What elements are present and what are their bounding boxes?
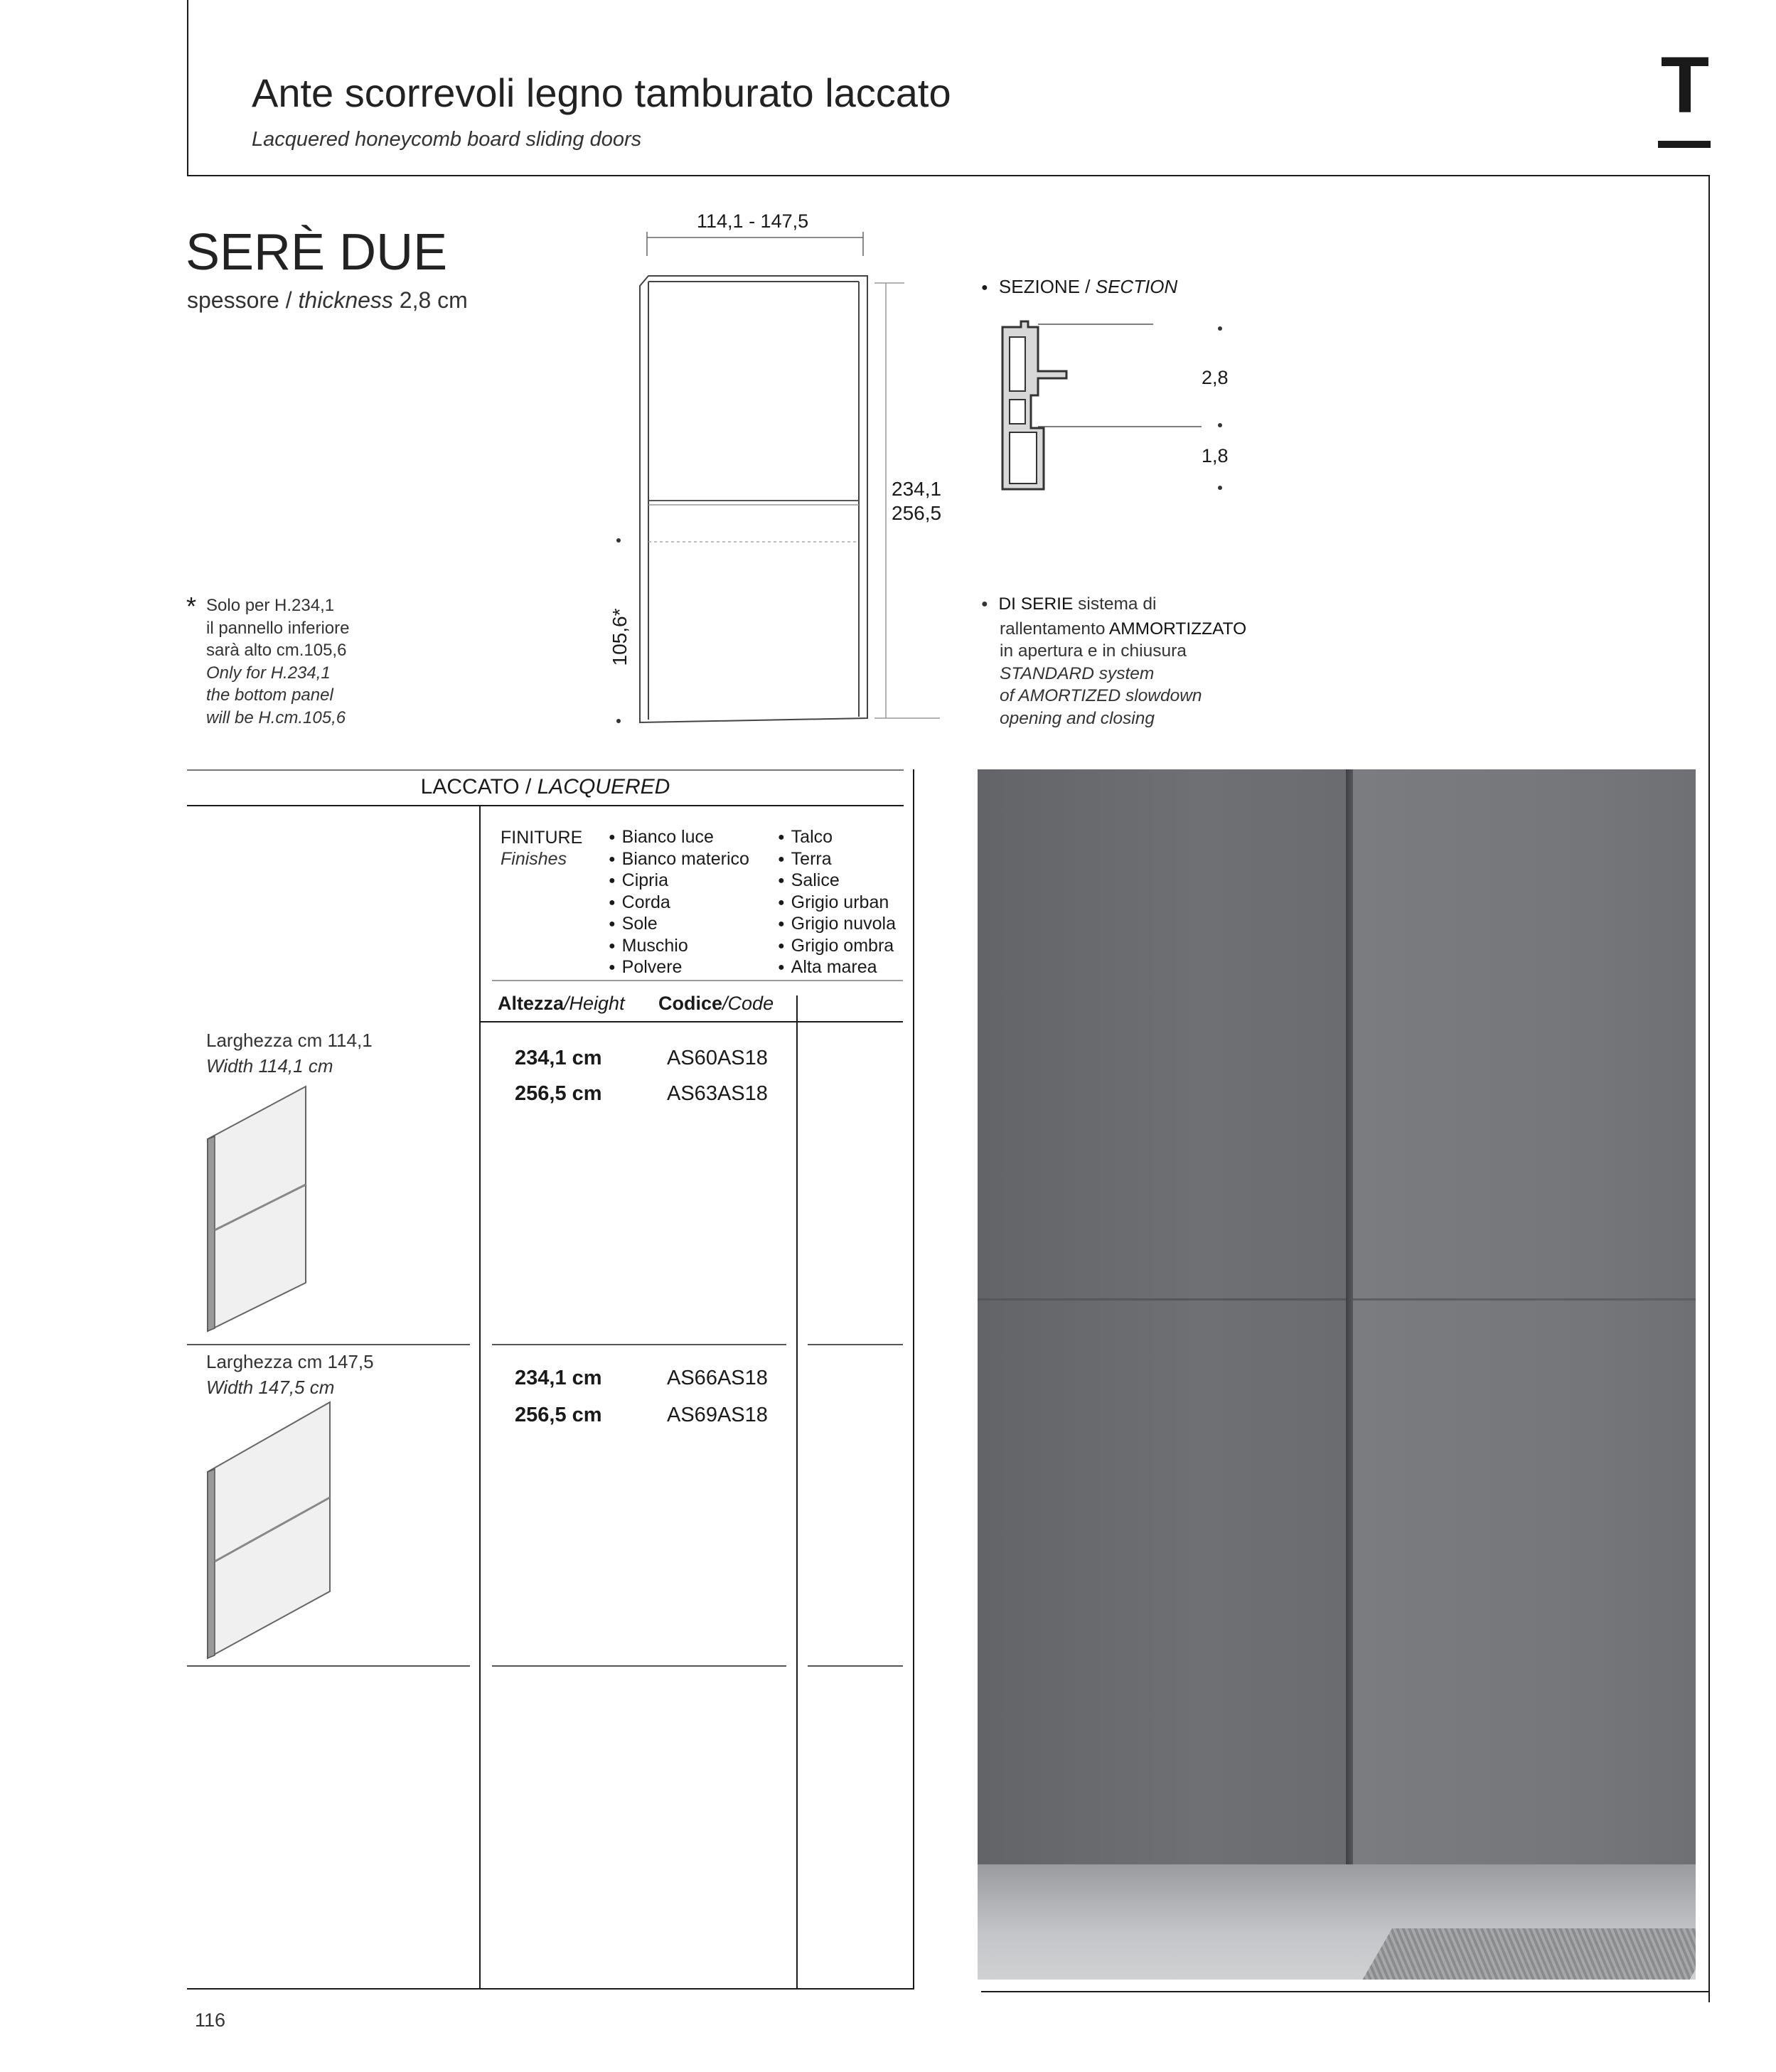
standard-note-line bbox=[981, 618, 1246, 641]
section-label-en: SECTION bbox=[1095, 276, 1178, 297]
finish-item: ● Bianco luce bbox=[609, 828, 749, 850]
row-2-rule-right bbox=[808, 1665, 903, 1667]
finish-item: ● Corda bbox=[609, 893, 749, 915]
table-bottom-rule bbox=[187, 1988, 914, 1990]
row-2-rule-mid bbox=[492, 1665, 786, 1667]
standard-note-line bbox=[981, 593, 1246, 618]
finishes-list-1 bbox=[609, 828, 749, 980]
finishes-rule bbox=[492, 980, 903, 981]
section-slash: / bbox=[1085, 276, 1096, 297]
table-heading-rule bbox=[187, 805, 904, 806]
photo-bottom-rule bbox=[981, 1991, 1710, 1992]
row-width-label-en: Width 114,1 cm bbox=[206, 1055, 333, 1077]
finish-item: ● Talco bbox=[778, 828, 896, 850]
standard-note-line-en: STANDARD system bbox=[1000, 663, 1155, 683]
bottom-panel-dimension: 105,6* bbox=[609, 608, 631, 666]
logo-letter: T bbox=[1660, 41, 1710, 129]
table-heading-slash: / bbox=[525, 775, 537, 799]
section-label-it: SEZIONE bbox=[998, 276, 1081, 297]
finish-item: ● Bianco materico bbox=[609, 850, 749, 872]
row-width-label: Larghezza cm 114,1 bbox=[206, 1030, 373, 1051]
page-subtitle: Lacquered honeycomb board sliding doors bbox=[252, 128, 642, 151]
row-code: AS60AS18 bbox=[667, 1047, 768, 1069]
finishes-label: FINITURE bbox=[501, 828, 583, 848]
header-left-rule bbox=[187, 0, 188, 176]
row-1-rule-left bbox=[187, 1344, 470, 1345]
bullet-icon: ● bbox=[981, 282, 988, 294]
photo-panel-split-right bbox=[1353, 1298, 1696, 1301]
footnote-line-en: will be H.cm.105,6 bbox=[206, 707, 346, 727]
row-1-rule-right bbox=[808, 1344, 903, 1345]
finishes-list-2 bbox=[778, 828, 896, 980]
row-width-label-en: Width 147,5 cm bbox=[206, 1377, 335, 1398]
finish-item: ● Salice bbox=[778, 871, 896, 893]
brand-logo bbox=[1658, 41, 1712, 129]
section-label bbox=[981, 276, 1177, 298]
column-header-rule bbox=[479, 1021, 903, 1022]
table-heading-en: LACQUERED bbox=[537, 775, 670, 799]
row-code: AS69AS18 bbox=[667, 1404, 768, 1426]
door-height-dimension-2: 256,5 bbox=[892, 502, 942, 524]
finish-item: ● Grigio nuvola bbox=[778, 914, 896, 936]
standard-note-text: rallentamento bbox=[1000, 619, 1106, 639]
product-name: SERÈ DUE bbox=[186, 224, 448, 281]
door-width-dimension: 114,1 - 147,5 bbox=[697, 210, 809, 232]
footnote-line: sarà alto cm.105,6 bbox=[206, 641, 347, 660]
standard-note-line-en: opening and closing bbox=[1000, 708, 1155, 728]
footnote-line: il pannello inferiore bbox=[206, 618, 350, 638]
height-column-header bbox=[498, 993, 625, 1015]
row-height: 234,1 cm bbox=[515, 1367, 602, 1389]
thickness-label: spessore / bbox=[187, 287, 292, 313]
bullet-icon: ● bbox=[981, 598, 988, 610]
section-profile-drawing bbox=[995, 313, 1237, 498]
finish-item: ● Muschio bbox=[609, 936, 749, 958]
photo-rug bbox=[1359, 1928, 1696, 1980]
finish-item: ● Cipria bbox=[609, 871, 749, 893]
product-thickness bbox=[187, 287, 468, 314]
finish-item: ● Polvere bbox=[609, 958, 749, 980]
standard-note-line: in apertura e in chiusura bbox=[1000, 641, 1187, 661]
door-elevation-drawing bbox=[597, 206, 953, 747]
section-dimension-2: 1,8 bbox=[1202, 445, 1229, 466]
footnote-line: Solo per H.234,1 bbox=[206, 596, 335, 615]
row-1-rule-mid bbox=[492, 1344, 786, 1345]
row-code: AS63AS18 bbox=[667, 1082, 768, 1105]
page-title: Ante scorrevoli legno tamburato laccato bbox=[252, 70, 951, 115]
header-bottom-rule bbox=[187, 175, 1710, 176]
finishes-label-en: Finishes bbox=[501, 849, 567, 869]
standard-note-text: sistema di bbox=[1078, 594, 1157, 614]
finish-item: ● Grigio ombra bbox=[778, 936, 896, 958]
table-heading bbox=[187, 775, 904, 799]
logo-underline bbox=[1658, 141, 1711, 148]
table-heading-it: LACCATO bbox=[420, 775, 520, 799]
table-vertical-rule-2 bbox=[796, 995, 798, 1990]
table-vertical-rule-1 bbox=[479, 806, 481, 1990]
door-height-dimension-1: 234,1 bbox=[892, 478, 942, 500]
section-dimension-1: 2,8 bbox=[1202, 367, 1229, 388]
photo-panel-split-left bbox=[978, 1298, 1346, 1301]
footnote bbox=[206, 594, 349, 729]
height-header-en: /Height bbox=[564, 993, 625, 1014]
page-number: 116 bbox=[195, 2009, 226, 2031]
row-code: AS66AS18 bbox=[667, 1367, 768, 1389]
row-height: 256,5 cm bbox=[515, 1082, 602, 1105]
table-top-rule bbox=[187, 769, 904, 771]
photo-right-door bbox=[1353, 769, 1696, 1864]
standard-note-line-en: of AMORTIZED slowdown bbox=[1000, 686, 1202, 705]
row-width-label: Larghezza cm 147,5 bbox=[206, 1351, 374, 1372]
height-header-it: Altezza bbox=[498, 993, 565, 1014]
row-2-rule-left bbox=[187, 1665, 470, 1667]
frame-right-rule bbox=[1708, 175, 1710, 2002]
code-header-it: Codice bbox=[658, 993, 723, 1014]
finish-item: ● Alta marea bbox=[778, 958, 896, 980]
photo-door-gap bbox=[1346, 769, 1353, 1864]
standard-note-bold: DI SERIE bbox=[998, 594, 1074, 614]
photo-left-door bbox=[978, 769, 1349, 1864]
standard-note-bold: AMMORTIZZATO bbox=[1108, 619, 1247, 639]
product-photo bbox=[978, 769, 1696, 1980]
finish-item: ● Grigio urban bbox=[778, 893, 896, 915]
door-thumbnail-147 bbox=[199, 1394, 341, 1664]
code-column-header bbox=[658, 993, 774, 1015]
door-thumbnail-114 bbox=[199, 1081, 320, 1337]
finish-item: ● Terra bbox=[778, 850, 896, 872]
footnote-line-en: Only for H.234,1 bbox=[206, 663, 331, 683]
table-vertical-rule-3 bbox=[913, 769, 914, 1990]
row-height: 256,5 cm bbox=[515, 1404, 602, 1426]
code-header-en: /Code bbox=[722, 993, 774, 1014]
footnote-line-en: the bottom panel bbox=[206, 685, 333, 705]
thickness-label-en: thickness bbox=[298, 287, 393, 313]
thickness-value: 2,8 cm bbox=[399, 287, 468, 313]
footnote-star: * bbox=[186, 592, 197, 621]
finish-item: ● Sole bbox=[609, 914, 749, 936]
standard-note bbox=[981, 593, 1246, 730]
row-height: 234,1 cm bbox=[515, 1047, 602, 1069]
